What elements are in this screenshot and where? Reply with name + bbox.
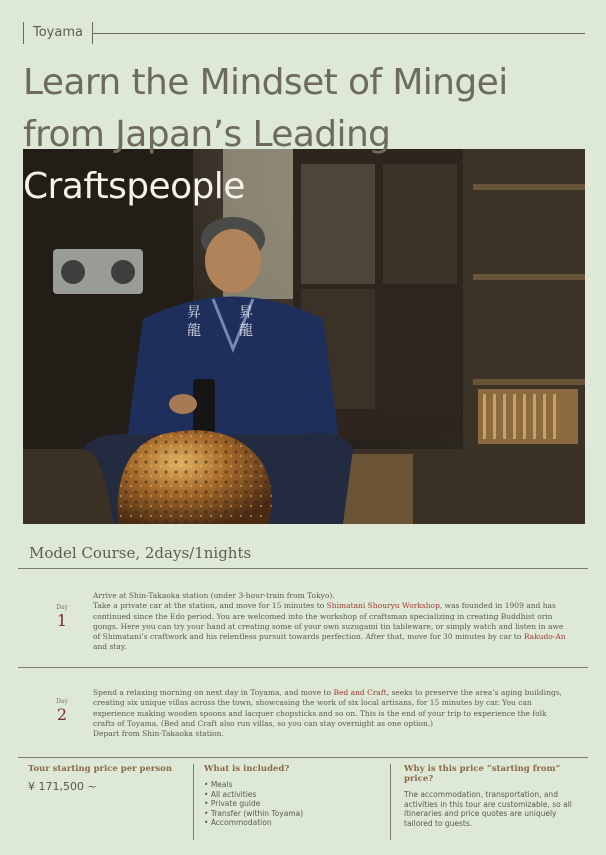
title-line-3: Craftspeople xyxy=(23,166,245,207)
bed-and-craft-link[interactable]: Bed and Craft xyxy=(333,688,387,697)
price-heading: Tour starting price per person xyxy=(28,764,173,774)
day-1-label: Day xyxy=(56,604,68,611)
shimatani-workshop-link[interactable]: Shimatani Shouryu Workshop xyxy=(326,601,440,611)
day-2-text-1b: , seeks to preserve the area’s aging buildings, creating six unique villas across the town, showcasing the work of six local artisans, for 15 minutes by car. You can experience making wooden spoons and lacquer chopsticks and so on. This is the end of your trip to experience the folk crafts of Toyama. (Bed and Craft also run villas, so you can stay overnight as one option.) xyxy=(93,688,563,728)
footer-divider-2 xyxy=(390,764,391,840)
included-item: • All activities xyxy=(204,790,384,800)
day-2-description xyxy=(93,688,569,739)
price-column xyxy=(28,764,188,793)
tour-price: ¥ 171,500 ~ xyxy=(28,780,97,793)
included-column xyxy=(204,764,384,828)
included-list xyxy=(204,780,384,828)
why-text: The accommodation, transportation, and activities in this tour are customizable, so all itineraries and price quotes are uniquely tailored to guests. xyxy=(404,790,572,828)
svg-text:龍: 龍 xyxy=(187,323,201,339)
footer-divider-1 xyxy=(193,764,194,840)
course-rule-top xyxy=(18,568,588,569)
svg-text:昇: 昇 xyxy=(239,305,253,321)
header-rule xyxy=(93,33,585,34)
day-2-text-1a: Spend a relaxing morning on next day in Toyama, and move to xyxy=(93,688,334,697)
region-tag: Toyama xyxy=(23,22,93,44)
day-2-badge xyxy=(48,698,76,724)
included-item: • Meals xyxy=(204,780,384,790)
day-1-text-1: Arrive at Shin-Takaoka station (under 3-hour-train from Tokyo). xyxy=(93,591,335,600)
title-line-2: from Japan’s Leading xyxy=(23,114,391,155)
day-1-number: 1 xyxy=(56,611,68,630)
course-rule-middle xyxy=(18,667,588,668)
day-2-label: Day xyxy=(56,698,68,705)
svg-text:昇: 昇 xyxy=(187,305,201,321)
region-header xyxy=(23,22,585,46)
title-line-1: Learn the Mindset of Mingei xyxy=(23,62,508,103)
why-heading: Why is this price “starting from” price? xyxy=(404,764,561,784)
included-item: • Accommodation xyxy=(204,818,384,828)
svg-text:龍: 龍 xyxy=(239,323,253,339)
rakudo-an-link[interactable]: Rakudo-An xyxy=(523,632,566,642)
included-item: • Private guide xyxy=(204,799,384,809)
course-rule-bottom xyxy=(18,757,588,758)
page-title xyxy=(23,57,593,213)
model-course-heading: Model Course, 2days/1nights xyxy=(29,544,252,562)
day-1-text-2a: Take a private car at the station, and move for 15 minutes to xyxy=(93,601,327,611)
included-item: • Transfer (within Toyama) xyxy=(204,809,384,819)
why-column xyxy=(404,764,576,828)
day-1-text-2b: , was founded in 1909 and has continued since the Edo period. You are welcomed into the workshop of craftsman specializing in creating Buddhist orin gongs. Here you can try your hand at creating some of your own suzugami tin tableware, or simply watch and listen in awe of Shimatani’s craftwork and his relentless pursuit towards perfection. After that, move for 30 minutes by car to xyxy=(93,601,564,642)
day-2-text-2: Depart from Shin-Takaoka station. xyxy=(93,729,224,739)
day-2-number: 2 xyxy=(56,705,68,724)
included-heading: What is included? xyxy=(204,764,290,774)
day-1-badge xyxy=(48,604,76,630)
day-1-description xyxy=(93,591,569,653)
day-1-text-2c: and stay. xyxy=(93,642,127,652)
